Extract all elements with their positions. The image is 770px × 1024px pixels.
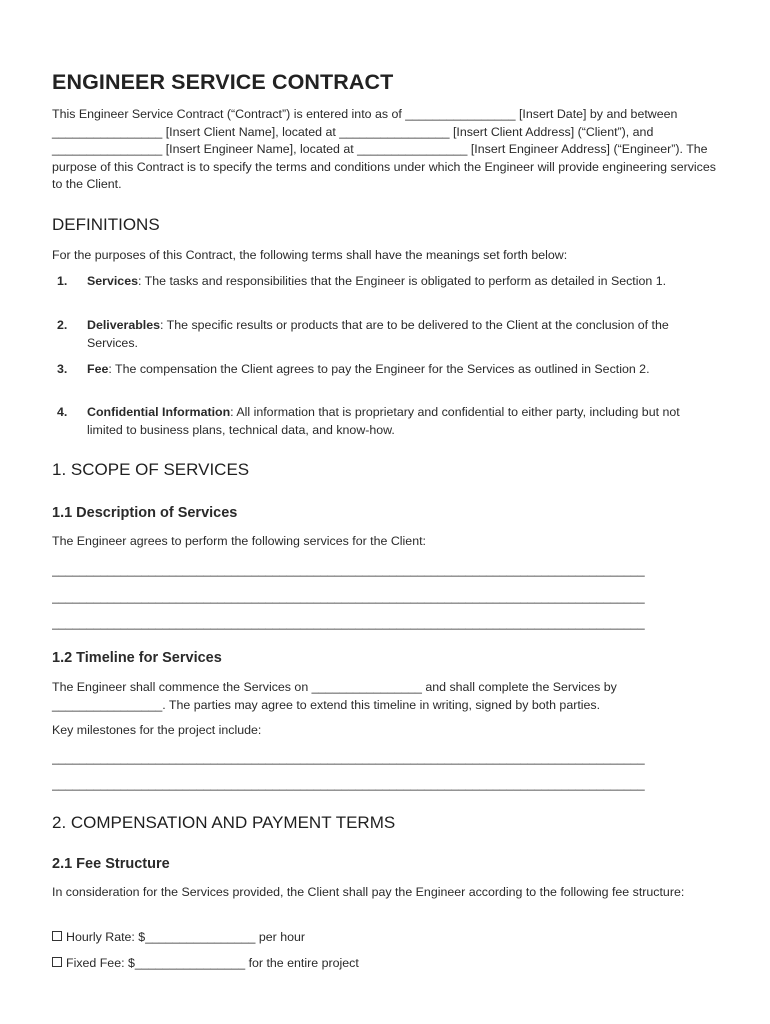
definition-term: Fee <box>87 362 109 376</box>
milestones-blank-line[interactable]: ______________________________________________________________________________________ <box>52 751 645 765</box>
fee-structure-heading: 2.1 Fee Structure <box>52 856 170 872</box>
definition-description: : All information that is proprietary and confidential to either party, including but not limited to business plans, technical data, and know-how. <box>87 405 680 437</box>
description-blank-line[interactable]: ______________________________________________________________________________________ <box>52 616 645 630</box>
milestones-intro: Key milestones for the project include: <box>52 723 262 737</box>
fee-structure-intro: In consideration for the Services provided, the Client shall pay the Engineer according to the following fee structure: <box>52 885 685 899</box>
milestones-blank-line[interactable]: ______________________________________________________________________________________ <box>52 777 645 791</box>
definition-description: : The tasks and responsibilities that the Engineer is obligated to perform as detailed in Section 1. <box>137 274 667 288</box>
compensation-heading: 2. COMPENSATION AND PAYMENT TERMS <box>52 813 396 832</box>
definition-text <box>87 361 717 379</box>
fixed-fee-option[interactable] <box>52 955 359 973</box>
timeline-text: The Engineer shall commence the Services on ________________ and shall complete the Services by ________________. The parties may agree to extend this timeline in writing, signed by both parties. <box>52 680 617 712</box>
timeline-heading: 1.2 Timeline for Services <box>52 650 222 666</box>
description-blank-line[interactable]: ______________________________________________________________________________________ <box>52 563 645 577</box>
document-title: ENGINEER SERVICE CONTRACT <box>52 70 394 94</box>
fixed-fee-label: Fixed Fee: $________________ for the entire project <box>66 956 359 970</box>
description-blank-line[interactable]: ______________________________________________________________________________________ <box>52 590 645 604</box>
definition-number: 2. <box>57 318 68 332</box>
definition-number: 1. <box>57 274 68 288</box>
scope-heading: 1. SCOPE OF SERVICES <box>52 460 250 479</box>
definition-text <box>87 404 717 439</box>
hourly-rate-option[interactable] <box>52 929 305 947</box>
definition-term: Confidential Information <box>87 405 231 419</box>
definitions-intro: For the purposes of this Contract, the following terms shall have the meanings set forth below: <box>52 248 568 262</box>
definition-text <box>87 273 717 291</box>
definitions-heading: DEFINITIONS <box>52 215 160 234</box>
definition-term: Services <box>87 274 138 288</box>
description-heading: 1.1 Description of Services <box>52 505 238 521</box>
definition-description: : The compensation the Client agrees to pay the Engineer for the Services as outlined in Section 2. <box>108 362 650 376</box>
definition-number: 4. <box>57 405 68 419</box>
definition-number: 3. <box>57 362 68 376</box>
description-intro: The Engineer agrees to perform the following services for the Client: <box>52 534 426 548</box>
hourly-rate-label: Hourly Rate: $________________ per hour <box>66 930 306 944</box>
definition-term: Deliverables <box>87 318 161 332</box>
definition-description: : The specific results or products that are to be delivered to the Client at the conclusion of the Services. <box>87 318 669 350</box>
definition-text <box>87 317 717 352</box>
intro-paragraph: This Engineer Service Contract (“Contract”) is entered into as of ________________ [Insert Date] by and between ________________ [Insert Client Name], located at ________________ [Insert Client Address] (“Client”), and ________________ [Insert Engineer Name], located at ________________ [Insert Engineer Address] (“Engineer”). The purpose of this Contract is to specify the terms and conditions under which the Engineer will provide engineering services to the Client. <box>52 107 716 192</box>
checkbox-icon[interactable] <box>52 957 62 967</box>
checkbox-icon[interactable] <box>52 931 62 941</box>
